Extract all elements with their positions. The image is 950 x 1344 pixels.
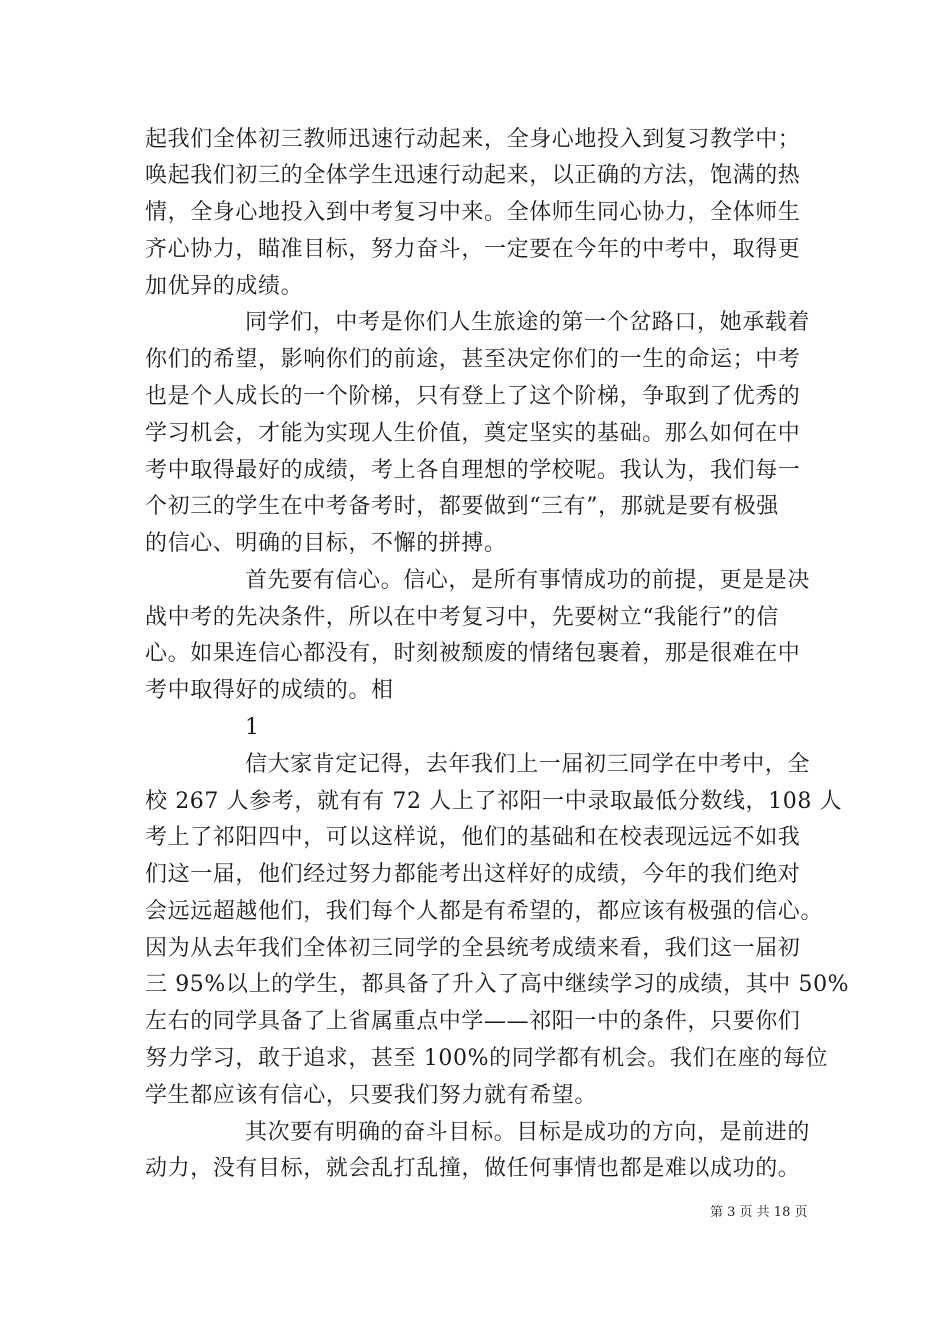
text-line: 左右的同学具备了上省属重点中学——祁阳一中的条件，只要你们 [145,1009,801,1034]
text-line: 加优异的成绩。 [145,274,304,299]
text-line: 们这一届，他们经过努力都能考出这样好的成绩，今年的我们绝对 [145,862,801,887]
text-line: 也是个人成长的一个阶梯，只有登上了这个阶梯，争取到了优秀的 [145,384,801,409]
text-line: 考上了祁阳四中，可以这样说，他们的基础和在校表现远远不如我 [145,825,801,850]
text-line: 努力学习，敢于追求，甚至 100%的同学都有机会。我们在座的每位 [145,1046,829,1071]
text-line: 考中取得最好的成绩，考上各自理想的学校呢。我认为，我们每一 [145,458,801,483]
text-line: 个初三的学生在中考备考时，都要做到“三有”，那就是要有极强 [145,494,779,519]
text-line: 会远远超越他们，我们每个人都是有希望的，都应该有极强的信心。 [145,899,824,924]
text-line: 唤起我们初三的全体学生迅速行动起来，以正确的方法，饱满的热 [145,163,801,188]
paragraph-start-line: 信大家肯定记得，去年我们上一届初三同学在中考中，全 [245,752,811,777]
text-line: 心。如果连信心都没有，时刻被颓废的情绪包裹着，那是很难在中 [145,641,801,666]
paragraph-start-line: 同学们，中考是你们人生旅途的第一个岔路口，她承载着 [245,310,811,335]
text-line: 因为从去年我们全体初三同学的全县统考成绩来看，我们这一届初 [145,936,801,961]
text-line: 动力，没有目标，就会乱打乱撞，做任何事情也都是难以成功的。 [145,1156,801,1181]
paragraph-start-line: 首先要有信心。信心，是所有事情成功的前提，更是是决 [245,568,811,593]
page-footer: 第 3 页 共 18 页 [710,1205,808,1220]
text-line: 学生都应该有信心，只要我们努力就有希望。 [145,1083,598,1108]
text-line: 齐心协力，瞄准目标，努力奋斗，一定要在今年的中考中，取得更 [145,237,801,262]
text-line: 情，全身心地投入到中考复习中来。全体师生同心协力，全体师生 [145,200,801,225]
text-line: 起我们全体初三教师迅速行动起来，全身心地投入到复习教学中； [145,127,801,152]
text-line: 战中考的先决条件，所以在中考复习中，先要树立“我能行”的信 [145,605,779,630]
text-line: 的信心、明确的目标，不懈的拼搏。 [145,531,507,556]
text-line: 考中取得好的成绩的。相 [145,678,394,703]
text-line: 你们的希望，影响你们的前途，甚至决定你们的一生的命运；中考 [145,347,801,372]
text-line: 学习机会，才能为实现人生价值，奠定坚实的基础。那么如何在中 [145,421,801,446]
text-line: 三 95%以上的学生，都具备了升入了高中继续学习的成绩，其中 50% [145,972,850,997]
text-line: 校 267 人参考，就有有 72 人上了祁阳一中录取最低分数线，108 人 [145,789,843,814]
embedded-page-number: 1 [245,715,260,740]
paragraph-start-line: 其次要有明确的奋斗目标。目标是成功的方向，是前进的 [245,1120,811,1145]
